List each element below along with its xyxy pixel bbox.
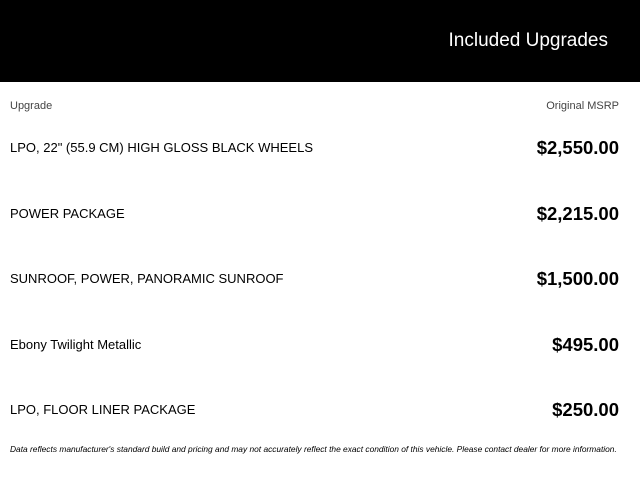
page-title: Included Upgrades bbox=[448, 30, 608, 51]
upgrade-name: LPO, FLOOR LINER PACKAGE bbox=[10, 402, 196, 418]
table-row bbox=[10, 377, 619, 443]
upgrade-price: $2,550.00 bbox=[536, 137, 619, 158]
upgrade-price: $495.00 bbox=[552, 333, 619, 355]
table-row bbox=[10, 312, 619, 378]
upgrade-price: $1,500.00 bbox=[536, 268, 619, 290]
column-header-upgrade: Upgrade bbox=[10, 100, 53, 112]
upgrade-name: Ebony Twilight Metallic bbox=[10, 336, 142, 352]
table-row bbox=[10, 115, 619, 181]
upgrade-price: $2,215.00 bbox=[536, 202, 619, 224]
header-bar bbox=[0, 0, 640, 82]
table-header bbox=[10, 99, 619, 113]
disclaimer-text: Data reflects manufacturer's standard build and pricing and may not accurately reflect the exact condition of this vehicle. Please contact dealer for more information. bbox=[10, 444, 617, 454]
column-header-msrp: Original MSRP bbox=[546, 100, 619, 112]
upgrade-name: POWER PACKAGE bbox=[10, 205, 125, 221]
upgrade-price: $250.00 bbox=[552, 399, 619, 421]
upgrades-list bbox=[10, 115, 619, 443]
table-row bbox=[10, 181, 619, 247]
upgrade-name: LPO, 22" (55.9 CM) HIGH GLOSS BLACK WHEELS bbox=[10, 140, 313, 155]
table-row bbox=[10, 246, 619, 312]
upgrade-name: SUNROOF, POWER, PANORAMIC SUNROOF bbox=[10, 271, 284, 287]
